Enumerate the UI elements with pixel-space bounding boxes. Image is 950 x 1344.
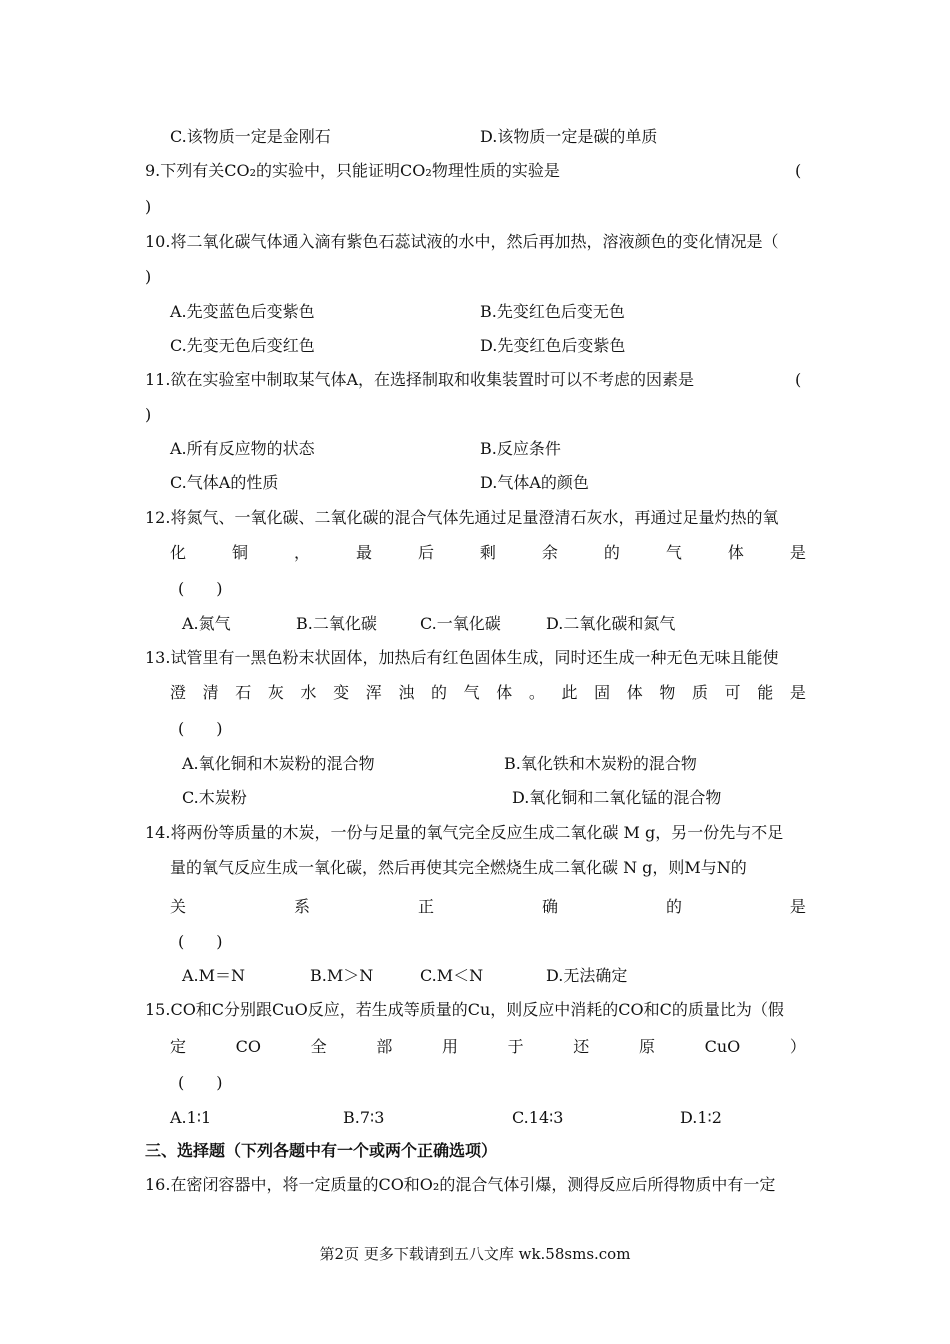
q12-char: ，	[293, 543, 310, 562]
q13-char: 浑	[365, 683, 382, 702]
q14-answer-paren: ( )	[178, 932, 223, 951]
q15-char: 于	[507, 1037, 524, 1056]
q15-option-b: B.7∶3	[343, 1108, 385, 1127]
q13-answer-paren: ( )	[178, 719, 223, 738]
q12-char: 剩	[479, 543, 496, 562]
q14-line2-text: 量的氧气反应生成一氧化碳，然后再使其完全燃烧生成二氧化碳 N g，则	[170, 858, 685, 877]
q14-option-c: C.M＜N	[420, 966, 484, 985]
q15-char: ）	[789, 1037, 806, 1056]
q13-char: 浊	[398, 683, 415, 702]
q12-answer-paren: ( )	[178, 579, 223, 598]
q13-char: 固	[594, 683, 611, 702]
q13-char: 。	[528, 683, 545, 702]
q12-line2	[170, 543, 806, 563]
q11-option-a: A.所有反应物的状态	[170, 439, 315, 458]
q12-char: 铜	[231, 543, 248, 562]
q14-line2-tail: M与N的	[684, 858, 747, 877]
q13-char: 气	[463, 683, 480, 702]
q15-char: 部	[376, 1037, 393, 1056]
q13-char: 的	[431, 683, 448, 702]
q15-char: CuO	[704, 1037, 741, 1056]
q14-option-a: A.M＝N	[182, 966, 246, 985]
q11-paren-close: )	[145, 405, 152, 424]
q14-line1: 14.将两份等质量的木炭，一份与足量的氧气完全反应生成二氧化碳 M g，另一份先与不足	[145, 823, 784, 842]
q11-stem: 11.欲在实验室中制取某气体A，在选择制取和收集装置时可以不考虑的因素是	[145, 370, 695, 389]
q13-char: 此	[561, 683, 578, 702]
q13-char: 石	[235, 683, 252, 702]
q15-char: 定	[170, 1037, 187, 1056]
q14-char: 确	[541, 897, 558, 916]
q15-char: 原	[638, 1037, 655, 1056]
q13-option-d: D.氧化铜和二氧化锰的混合物	[512, 788, 722, 807]
q10-stem: 10.将二氧化碳气体通入滴有紫色石蕊试液的水中，然后再加热，溶液颜色的变化情况是（	[145, 232, 779, 251]
q10-option-d: D.先变红色后变紫色	[480, 336, 626, 355]
q13-char: 体	[496, 683, 513, 702]
q15-char: 全	[310, 1037, 327, 1056]
q11-option-d: D.气体A的颜色	[480, 473, 589, 492]
q13-char: 体	[626, 683, 643, 702]
q11-option-c: C.气体A的性质	[170, 473, 279, 492]
q12-char: 体	[727, 543, 744, 562]
q15-line1: 15.CO和C分别跟CuO反应，若生成等质量的Cu，则反应中消耗的CO和C的质量比为（假	[145, 1000, 784, 1019]
section-3-title: 三、选择题（下列各题中有一个或两个正确选项）	[145, 1141, 498, 1160]
q8-option-d: D.该物质一定是碳的单质	[480, 127, 658, 146]
q14-char: 系	[293, 897, 310, 916]
q11-option-b: B.反应条件	[480, 439, 561, 458]
q15-line2	[170, 1037, 806, 1057]
q12-char: 的	[603, 543, 620, 562]
q9-stem: 9.下列有关CO₂的实验中，只能证明CO₂物理性质的实验是	[145, 161, 560, 180]
q9-paren-close: )	[145, 197, 152, 216]
q15-char: 用	[441, 1037, 458, 1056]
q15-char: 还	[573, 1037, 590, 1056]
q12-char: 最	[355, 543, 372, 562]
q12-char: 余	[541, 543, 558, 562]
q14-char: 正	[417, 897, 434, 916]
q10-paren-close: )	[145, 267, 152, 286]
q16-line1: 16.在密闭容器中，将一定质量的CO和O₂的混合气体引爆，测得反应后所得物质中有一定	[145, 1175, 776, 1194]
q12-line1: 12.将氮气、一氧化碳、二氧化碳的混合气体先通过足量澄清石灰水，再通过足量灼热的氧	[145, 508, 779, 527]
q10-option-c: C.先变无色后变红色	[170, 336, 315, 355]
q13-char: 可	[724, 683, 741, 702]
q10-option-b: B.先变红色后变无色	[480, 302, 625, 321]
q14-char: 是	[789, 897, 806, 916]
q13-char: 灰	[267, 683, 284, 702]
q15-option-c: C.14∶3	[512, 1108, 564, 1127]
q14-char: 的	[665, 897, 682, 916]
q12-option-c: C.一氧化碳	[420, 614, 501, 633]
q12-char: 后	[417, 543, 434, 562]
q14-option-d: D.无法确定	[546, 966, 628, 985]
q12-char: 是	[789, 543, 806, 562]
q15-answer-paren: ( )	[178, 1073, 223, 1092]
q13-char: 澄	[170, 683, 187, 702]
q13-option-c: C.木炭粉	[182, 788, 247, 807]
q14-option-b: B.M＞N	[310, 966, 374, 985]
q13-char: 物	[659, 683, 676, 702]
q14-line3	[170, 897, 806, 917]
q13-char: 是	[789, 683, 806, 702]
q12-option-b: B.二氧化碳	[296, 614, 377, 633]
q12-char: 气	[665, 543, 682, 562]
q13-line1: 13.试管里有一黑色粉末状固体，加热后有红色固体生成，同时还生成一种无色无味且能使	[145, 648, 779, 667]
q13-char: 清	[202, 683, 219, 702]
q8-option-c: C.该物质一定是金刚石	[170, 127, 331, 146]
q12-option-d: D.二氧化碳和氮气	[546, 614, 676, 633]
q13-char: 水	[300, 683, 317, 702]
q15-char: CO	[235, 1037, 262, 1056]
page-footer: 第2页 更多下载请到五八文库 wk.58sms.com	[319, 1245, 631, 1263]
q13-option-a: A.氧化铜和木炭粉的混合物	[182, 754, 375, 773]
q10-option-a: A.先变蓝色后变紫色	[170, 302, 315, 321]
q14-char: 关	[170, 897, 187, 916]
q11-paren-open: (	[795, 370, 802, 389]
q15-option-a: A.1∶1	[170, 1108, 212, 1127]
q12-option-a: A.氮气	[182, 614, 231, 633]
q13-char: 能	[757, 683, 774, 702]
q13-char: 变	[333, 683, 350, 702]
q13-line2	[170, 683, 806, 703]
q13-char: 质	[692, 683, 709, 702]
q12-char: 化	[170, 543, 187, 562]
q13-option-b: B.氧化铁和木炭粉的混合物	[504, 754, 697, 773]
q15-option-d: D.1∶2	[680, 1108, 722, 1127]
q9-paren-open: (	[795, 161, 802, 180]
q14-line2	[170, 858, 747, 878]
